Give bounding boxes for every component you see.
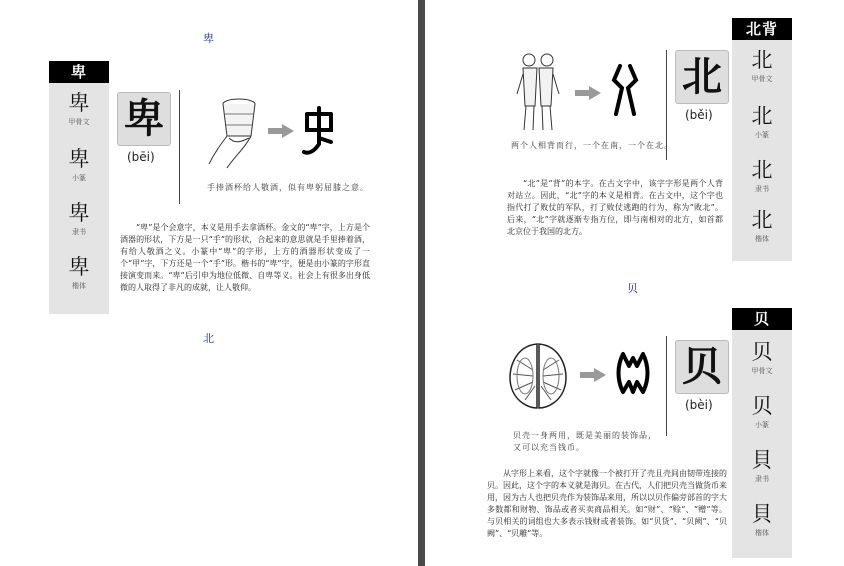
divider	[179, 90, 180, 204]
body-text: “北”是“背”的本字。在古文字中，该字字形是两个人背对站立。因此，“北”字的本义是相背。在古文中，这个字也指代打了败仗的军队，打了败仗逃跑的行为，称为“败北”。后来，“北”字就逐渐专指方位，即与南相对的北方，如首都北京位于我国的北方。	[507, 179, 723, 236]
script-glyph: 北	[751, 48, 773, 72]
arrow-icon	[268, 124, 294, 138]
script-name: 小篆	[72, 174, 86, 182]
script-seal	[732, 104, 792, 140]
script-glyph: 卑	[68, 255, 90, 279]
ancient-glyph-bei4	[615, 348, 651, 396]
illustration-caption: 两个人相背而行，一个在南，一个在北。	[511, 141, 673, 150]
body-text: “卑”是个会意字，本义是用手去拿酒杯。金文的“卑”字，上方是个酒器的形状，下方是一只“手”的形状，合起来的意思就是手里捧着酒，有给人敬酒之义。小篆中“卑”的字形，上方的酒器形状变成了一个“甲”字，下方还是一个“手”形。楷书的“卑”字，便是由小篆的字形直接演变而来。“卑”后引申为地位低微、自卑等义。社会上有很多出身低微的人取得了非凡的成就，让人敬仰。	[120, 223, 370, 292]
script-glyph: 贝	[751, 340, 773, 364]
script-name: 楷体	[72, 282, 86, 290]
script-panel-bei1	[49, 61, 109, 314]
main-character-box: 卑	[117, 92, 171, 146]
script-name: 楷体	[755, 529, 769, 537]
script-clerical	[732, 448, 792, 484]
script-name: 楷体	[755, 235, 769, 243]
illustration-caption-line2: 又可以充当钱币。	[513, 443, 585, 452]
left-page	[0, 0, 418, 566]
script-seal	[49, 147, 109, 183]
main-character-box: 贝	[675, 340, 729, 394]
entry-title-bei4: 贝	[627, 282, 638, 295]
script-name: 隶书	[755, 475, 769, 483]
script-glyph: 北	[751, 104, 773, 128]
hand-holding-cup-illustration	[205, 92, 265, 172]
script-oracle	[732, 48, 792, 84]
divider	[666, 336, 667, 436]
script-panel-bei3	[732, 18, 792, 261]
script-glyph: 卑	[68, 147, 90, 171]
script-panel-header: 卑	[49, 61, 109, 83]
script-name: 甲骨文	[751, 75, 773, 83]
script-regular	[732, 502, 792, 538]
script-glyph: 北	[751, 158, 773, 182]
script-glyph: 卑	[68, 201, 90, 225]
script-glyph: 北	[751, 208, 773, 232]
script-panel-header: 贝	[732, 308, 792, 330]
script-panel-header: 北背	[732, 18, 792, 40]
script-glyph: 貝	[751, 448, 773, 472]
main-character-box: 北	[675, 50, 729, 104]
script-oracle	[49, 91, 109, 127]
shell-illustration	[505, 340, 571, 412]
two-people-back-to-back-illustration	[515, 50, 561, 132]
entry-title-bei3: 北	[203, 332, 214, 345]
script-clerical	[732, 158, 792, 194]
pinyin-label: (bèi)	[685, 398, 713, 412]
illustration-caption: 手捧酒杯给人敬酒，似有卑躬屈膝之意。	[207, 183, 369, 192]
illustration-caption-line1: 贝壳一身两用，既是美丽的装饰品，	[513, 431, 657, 440]
script-clerical	[49, 201, 109, 237]
right-page	[425, 0, 844, 566]
script-name: 小篆	[755, 131, 769, 139]
ancient-glyph-bei3	[610, 62, 640, 118]
script-name: 小篆	[755, 421, 769, 429]
script-name: 甲骨文	[68, 118, 90, 126]
pinyin-label: (běi)	[685, 108, 713, 122]
script-glyph: 贝	[751, 394, 773, 418]
script-glyph: 貝	[751, 502, 773, 526]
script-name: 隶书	[72, 228, 86, 236]
arrow-icon	[575, 86, 601, 100]
arrow-icon	[580, 368, 606, 382]
script-regular	[49, 255, 109, 291]
script-seal	[732, 394, 792, 430]
script-name: 隶书	[755, 185, 769, 193]
ancient-glyph-bei1	[302, 104, 336, 158]
script-glyph: 卑	[68, 91, 90, 115]
body-text: 从字形上来看，这个字就像一个被打开了壳且壳间由韧带连接的贝。因此，这个字的本义就是海贝。在古代，人们把贝壳当做货币来用，因为古人也把贝壳作为装饰品来用，所以以贝作偏旁部首的字大多数都和财物、饰品或者买卖商品相关。如“财”、“赊”、“赠”等。与贝相关的词组也大多表示钱财或者装饰。如“贝货”、“贝阙”、“贝阙”、“贝雕”等。	[487, 469, 727, 538]
entry-title-bei1: 卑	[203, 32, 214, 45]
script-panel-bei4	[732, 308, 792, 558]
script-name: 甲骨文	[751, 367, 773, 375]
script-oracle	[732, 340, 792, 376]
script-regular	[732, 208, 792, 244]
pinyin-label: (bēi)	[127, 150, 155, 164]
